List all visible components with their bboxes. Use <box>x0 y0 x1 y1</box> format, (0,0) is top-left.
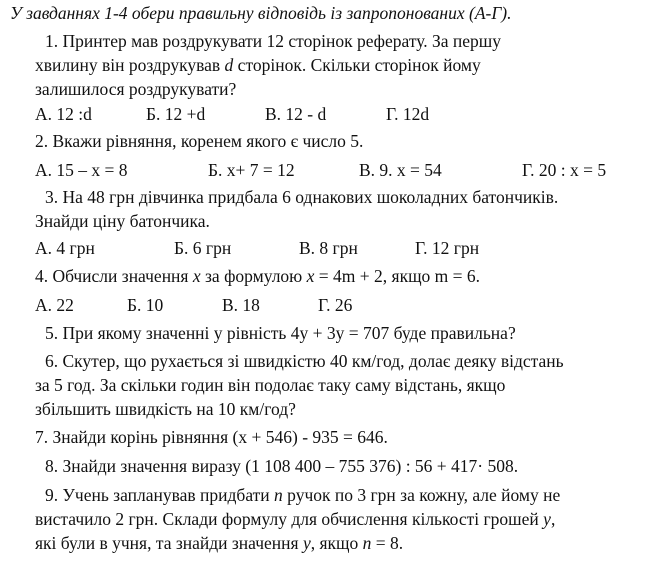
q1-line2-text-b: сторінок. Скільки сторінок йому <box>233 55 481 75</box>
q9-line1-text-b: ручок по 3 грн за кожну, але йому не <box>282 485 561 505</box>
instruction-heading: У завданнях 1-4 обери правильну відповідь із запропонованих (А-Г). <box>10 3 512 23</box>
q9-variable-y2: у <box>302 533 311 553</box>
q4-option-d: Г. 26 <box>318 295 353 315</box>
q6-line2: за 5 год. За скільки годин він подолає таку саму відстань, якщо <box>35 375 506 395</box>
q1-option-c: В. 12 - d <box>265 104 327 124</box>
q9-variable-n: n <box>274 485 283 505</box>
q9-line3 <box>35 532 403 554</box>
q4-option-b: Б. 10 <box>127 295 164 315</box>
q4-variable-x2: х <box>306 266 315 286</box>
q1-line2-text-a: хвилину він роздрукував <box>35 55 225 75</box>
q9-line1 <box>45 484 560 506</box>
q1-line1: 1. Принтер мав роздрукувати 12 сторінок реферату. За першу <box>45 31 502 51</box>
q2-option-c: В. 9. х = 54 <box>359 160 442 180</box>
q9-line2 <box>35 508 555 530</box>
q1-line2 <box>35 54 481 76</box>
q9-line3-text-b: , якщо <box>310 533 363 553</box>
q1-option-a: А. 12 :d <box>35 104 92 124</box>
q3-line1: 3. На 48 грн дівчинка придбала 6 однакових шоколадних батончиків. <box>45 187 559 207</box>
q9-variable-y: у <box>543 509 551 529</box>
q3-option-c: В. 8 грн <box>299 238 358 258</box>
q6-line3: збільшить швидкість на 10 км/год? <box>35 399 296 419</box>
q3-option-b: Б. 6 грн <box>174 238 232 258</box>
q9-line1-text-a: 9. Учень запланував придбати <box>45 485 275 505</box>
q4-text-b: за формулою <box>200 266 307 286</box>
q1-variable-d: d <box>224 55 234 75</box>
q9-line2-text-a: вистачило 2 грн. Склади формулу для обчислення кількості грошей <box>35 509 544 529</box>
q4-text-c: = 4m + 2, якщо m = 6. <box>314 266 481 286</box>
q8-line1: 8. Знайди значення виразу (1 108 400 – 755 376) : 56 + 417· 508. <box>45 456 519 476</box>
q3-option-d: Г. 12 грн <box>415 238 480 258</box>
q1-line3: залишилося роздрукувати? <box>35 79 237 99</box>
q3-line2: Знайди ціну батончика. <box>35 211 210 231</box>
q4-line1 <box>35 265 480 287</box>
q9-line3-text-c: = 8. <box>371 533 404 553</box>
q4-option-a: А. 22 <box>35 295 74 315</box>
q6-line1: 6. Скутер, що рухається зі швидкістю 40 км/год, долає деяку відстань <box>45 351 564 371</box>
q1-option-b: Б. 12 +d <box>146 104 206 124</box>
q9-line3-text-a: які були в учня, та знайди значення <box>35 533 303 553</box>
q2-option-b: Б. х+ 7 = 12 <box>208 160 295 180</box>
q2-option-a: А. 15 – х = 8 <box>35 160 128 180</box>
q7-line1: 7. Знайди корінь рівняння (х + 546) - 935 = 646. <box>35 427 388 447</box>
q4-text-a: 4. Обчисли значення <box>35 266 193 286</box>
q4-option-c: В. 18 <box>222 295 260 315</box>
q1-option-d: Г. 12d <box>386 104 430 124</box>
q2-line1: 2. Вкажи рівняння, коренем якого є число 5. <box>35 131 364 151</box>
q4-variable-x: х <box>192 266 201 286</box>
q9-line2-text-b: , <box>550 509 556 529</box>
q5-line1: 5. При якому значенні у рівність 4у + 3у = 707 буде правильна? <box>45 323 516 343</box>
q2-option-d: Г. 20 : х = 5 <box>522 160 607 180</box>
q9-variable-n2: n <box>362 533 372 553</box>
q3-option-a: А. 4 грн <box>35 238 95 258</box>
